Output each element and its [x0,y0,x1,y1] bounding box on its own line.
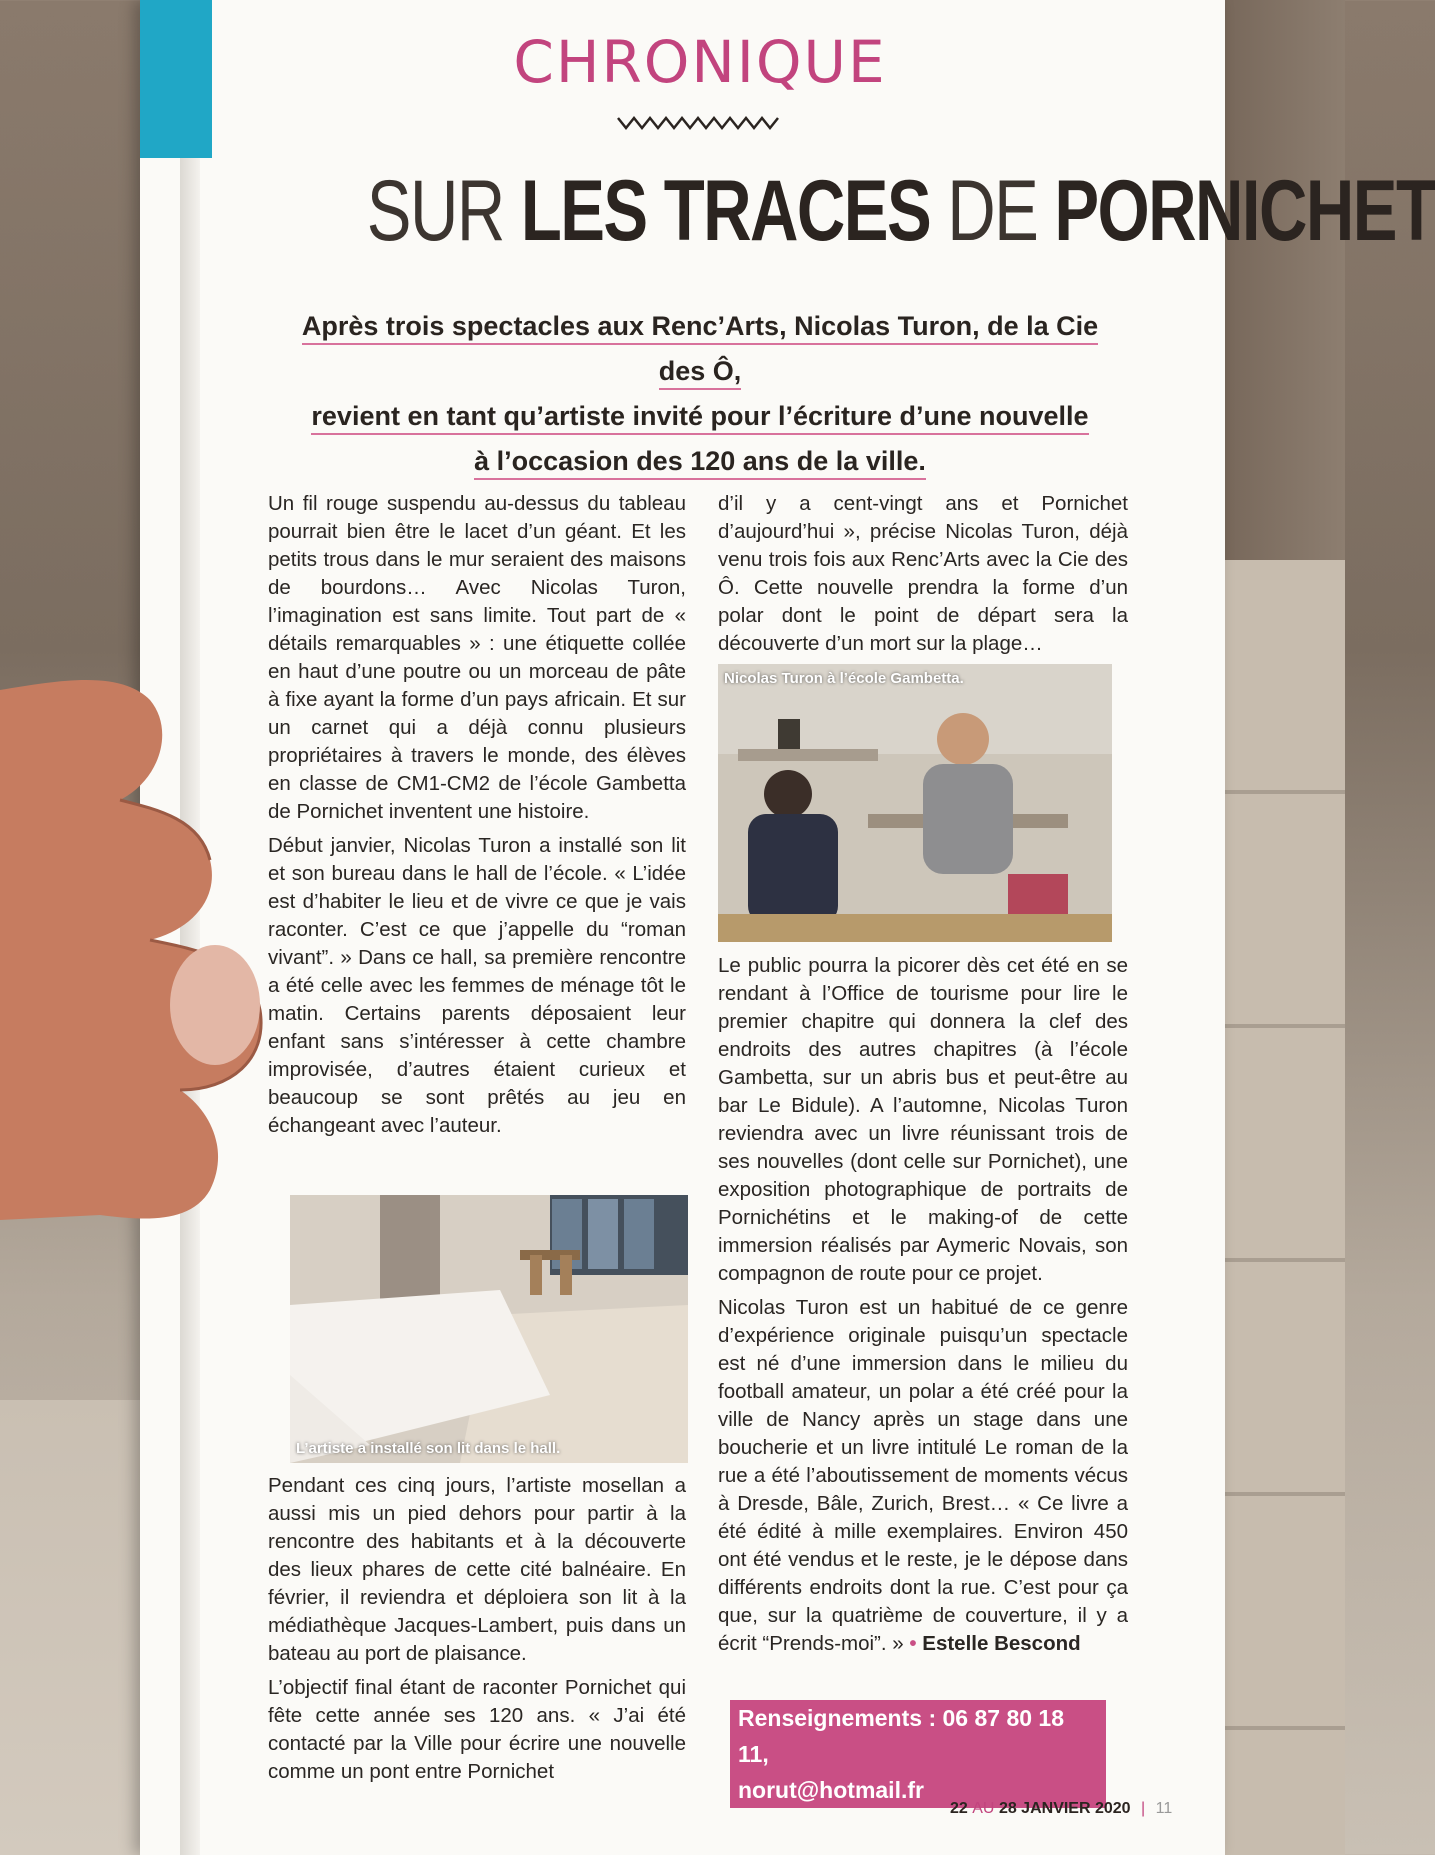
contact-box [730,1700,1106,1808]
headline-part-2: LES TRACES [520,163,931,259]
lead-line-2: revient en tant qu’artiste invité pour l’écriture d’une nouvelle [311,401,1088,435]
page-number: 11 [1155,1800,1173,1817]
headline [366,163,1435,259]
bed-photo-illustration [290,1195,688,1463]
classroom-photo-illustration [718,664,1112,942]
hand-holding-magazine [0,660,300,1420]
article-paragraph-text: Nicolas Turon est un habitué de ce genre d’expérience originale puisqu’un spectacle est né d’une immersion dans le milieu du football amateur, un polar a été créé pour la ville de Nancy après un stage dans une boucherie et un livre intitulé Le roman de la rue a été l’aboutissement de moments vécus à Dresde, Bâle, Zurich, Brest… « Ce livre a été édité à mille exemplaires. Environ 450 ont été vendus et le reste, je le dépose dans différents endroits dont la rue. C’est pour ça que, sur la quatrième de couverture, il y a écrit “Prends-moi”. » [718,1296,1128,1655]
lead-line-3: à l’occasion des 120 ans de la ville. [474,446,926,480]
page-footer [950,1800,1172,1818]
lead-line-1: Après trois spectacles aux Renc’Arts, Nicolas Turon, de la Cie des Ô, [302,311,1098,390]
photo-bed-in-hall [290,1195,688,1463]
article-column-left [268,490,686,1190]
article-paragraph [718,1294,1128,1658]
article-paragraph: Pendant ces cinq jours, l’artiste mosellan a aussi mis un pied dehors pour partir à la rencontre des habitants et à la découverte des lieux phares de cette cité balnéaire. En février, il reviendra et déploiera son lit à la médiathèque Jacques-Lambert, puis dans un bateau au port de plaisance. [268,1474,686,1665]
headline-part-1: SUR [366,163,504,259]
footer-separator: | [1141,1800,1146,1817]
zigzag-ornament [618,114,778,132]
article-paragraph: Début janvier, Nicolas Turon a installé son lit et son bureau dans le hall de l’école. « L’idée est d’habiter le lieu et de vivre ce que je vais raconter. C’est ce que j’appelle du “roman vivant”. » Dans ce hall, sa première rencontre a été celle avec les femmes de ménage tôt le matin. Certains parents déposaient leur enfant sans s’intéresser à cette chambre improvisée, d’autres étaient curieux et beaucoup se sont prêtés au jeu en échangeant avec l’auteur. [268,834,686,1137]
article-paragraph: Un fil rouge suspendu au-dessus du tableau pourrait bien être le lacet d’un géant. Et les petits trous dans le mur seraient des maisons de bourdons… Avec Nicolas Turon, l’imagination est sans limite. Tout part de « détails remarquables » : une étiquette collée en haut d’une poutre ou un morceau de pâte à fixe ayant la forme d’un pays africain. Et sur un carnet qui a déjà connu plusieurs propriétaires à travers le monde, des élèves en classe de CM1-CM2 de l’école Gambetta de Pornichet inventent une histoire. [268,492,686,823]
headline-part-3: DE [947,163,1038,259]
contact-phone: Renseignements : 06 87 80 18 11, [738,1705,1064,1767]
photo-caption: L’artiste a installé son lit dans le hall. [296,1440,561,1457]
article-column-left-bottom [268,1472,686,1792]
headline-part-4: PORNICHET [1054,163,1435,259]
footer-au: AU [972,1800,995,1817]
contact-email: norut@hotmail.fr [738,1772,924,1808]
section-color-tab [140,0,212,158]
photo-classroom [718,664,1112,942]
footer-date-to: 28 JANVIER 2020 [998,1800,1131,1817]
lead-paragraph [300,304,1100,484]
article-column-right-top [718,490,1128,664]
article-author: Estelle Bescond [922,1632,1081,1655]
article-column-right-bottom [718,952,1128,1664]
footer-date-from: 22 [950,1800,968,1817]
signature-bullet: • [909,1632,917,1655]
rubric-label: CHRONIQUE [513,28,887,96]
article-paragraph: L’objectif final étant de raconter Pornichet qui fête cette année ses 120 ans. « J’ai été contacté par la Ville pour écrire une nouvelle comme un pont entre Pornichet [268,1676,686,1783]
article-paragraph: d’il y a cent-vingt ans et Pornichet d’aujourd’hui », précise Nicolas Turon, déjà venu trois fois aux Renc’Arts avec la Cie des Ô. Cette nouvelle prendra la forme d’un polar dont le point de départ sera la découverte d’un mort sur la plage… [718,492,1128,655]
article-paragraph: Le public pourra la picorer dès cet été en se rendant à l’Office de tourisme pour lire le premier chapitre qui donnera la clef des endroits des autres chapitres (à l’école Gambetta, sur un abris bus et peut-être au bar Le Bidule). A l’automne, Nicolas Turon reviendra avec un livre réunissant trois de ses nouvelles (dont celle sur Pornichet), une exposition photographique de portraits de Pornichétins et le making-of de cette immersion réalisés par Aymeric Novais, son compagnon de route pour ce projet. [718,954,1128,1285]
photo-caption: Nicolas Turon à l’école Gambetta. [724,670,964,687]
